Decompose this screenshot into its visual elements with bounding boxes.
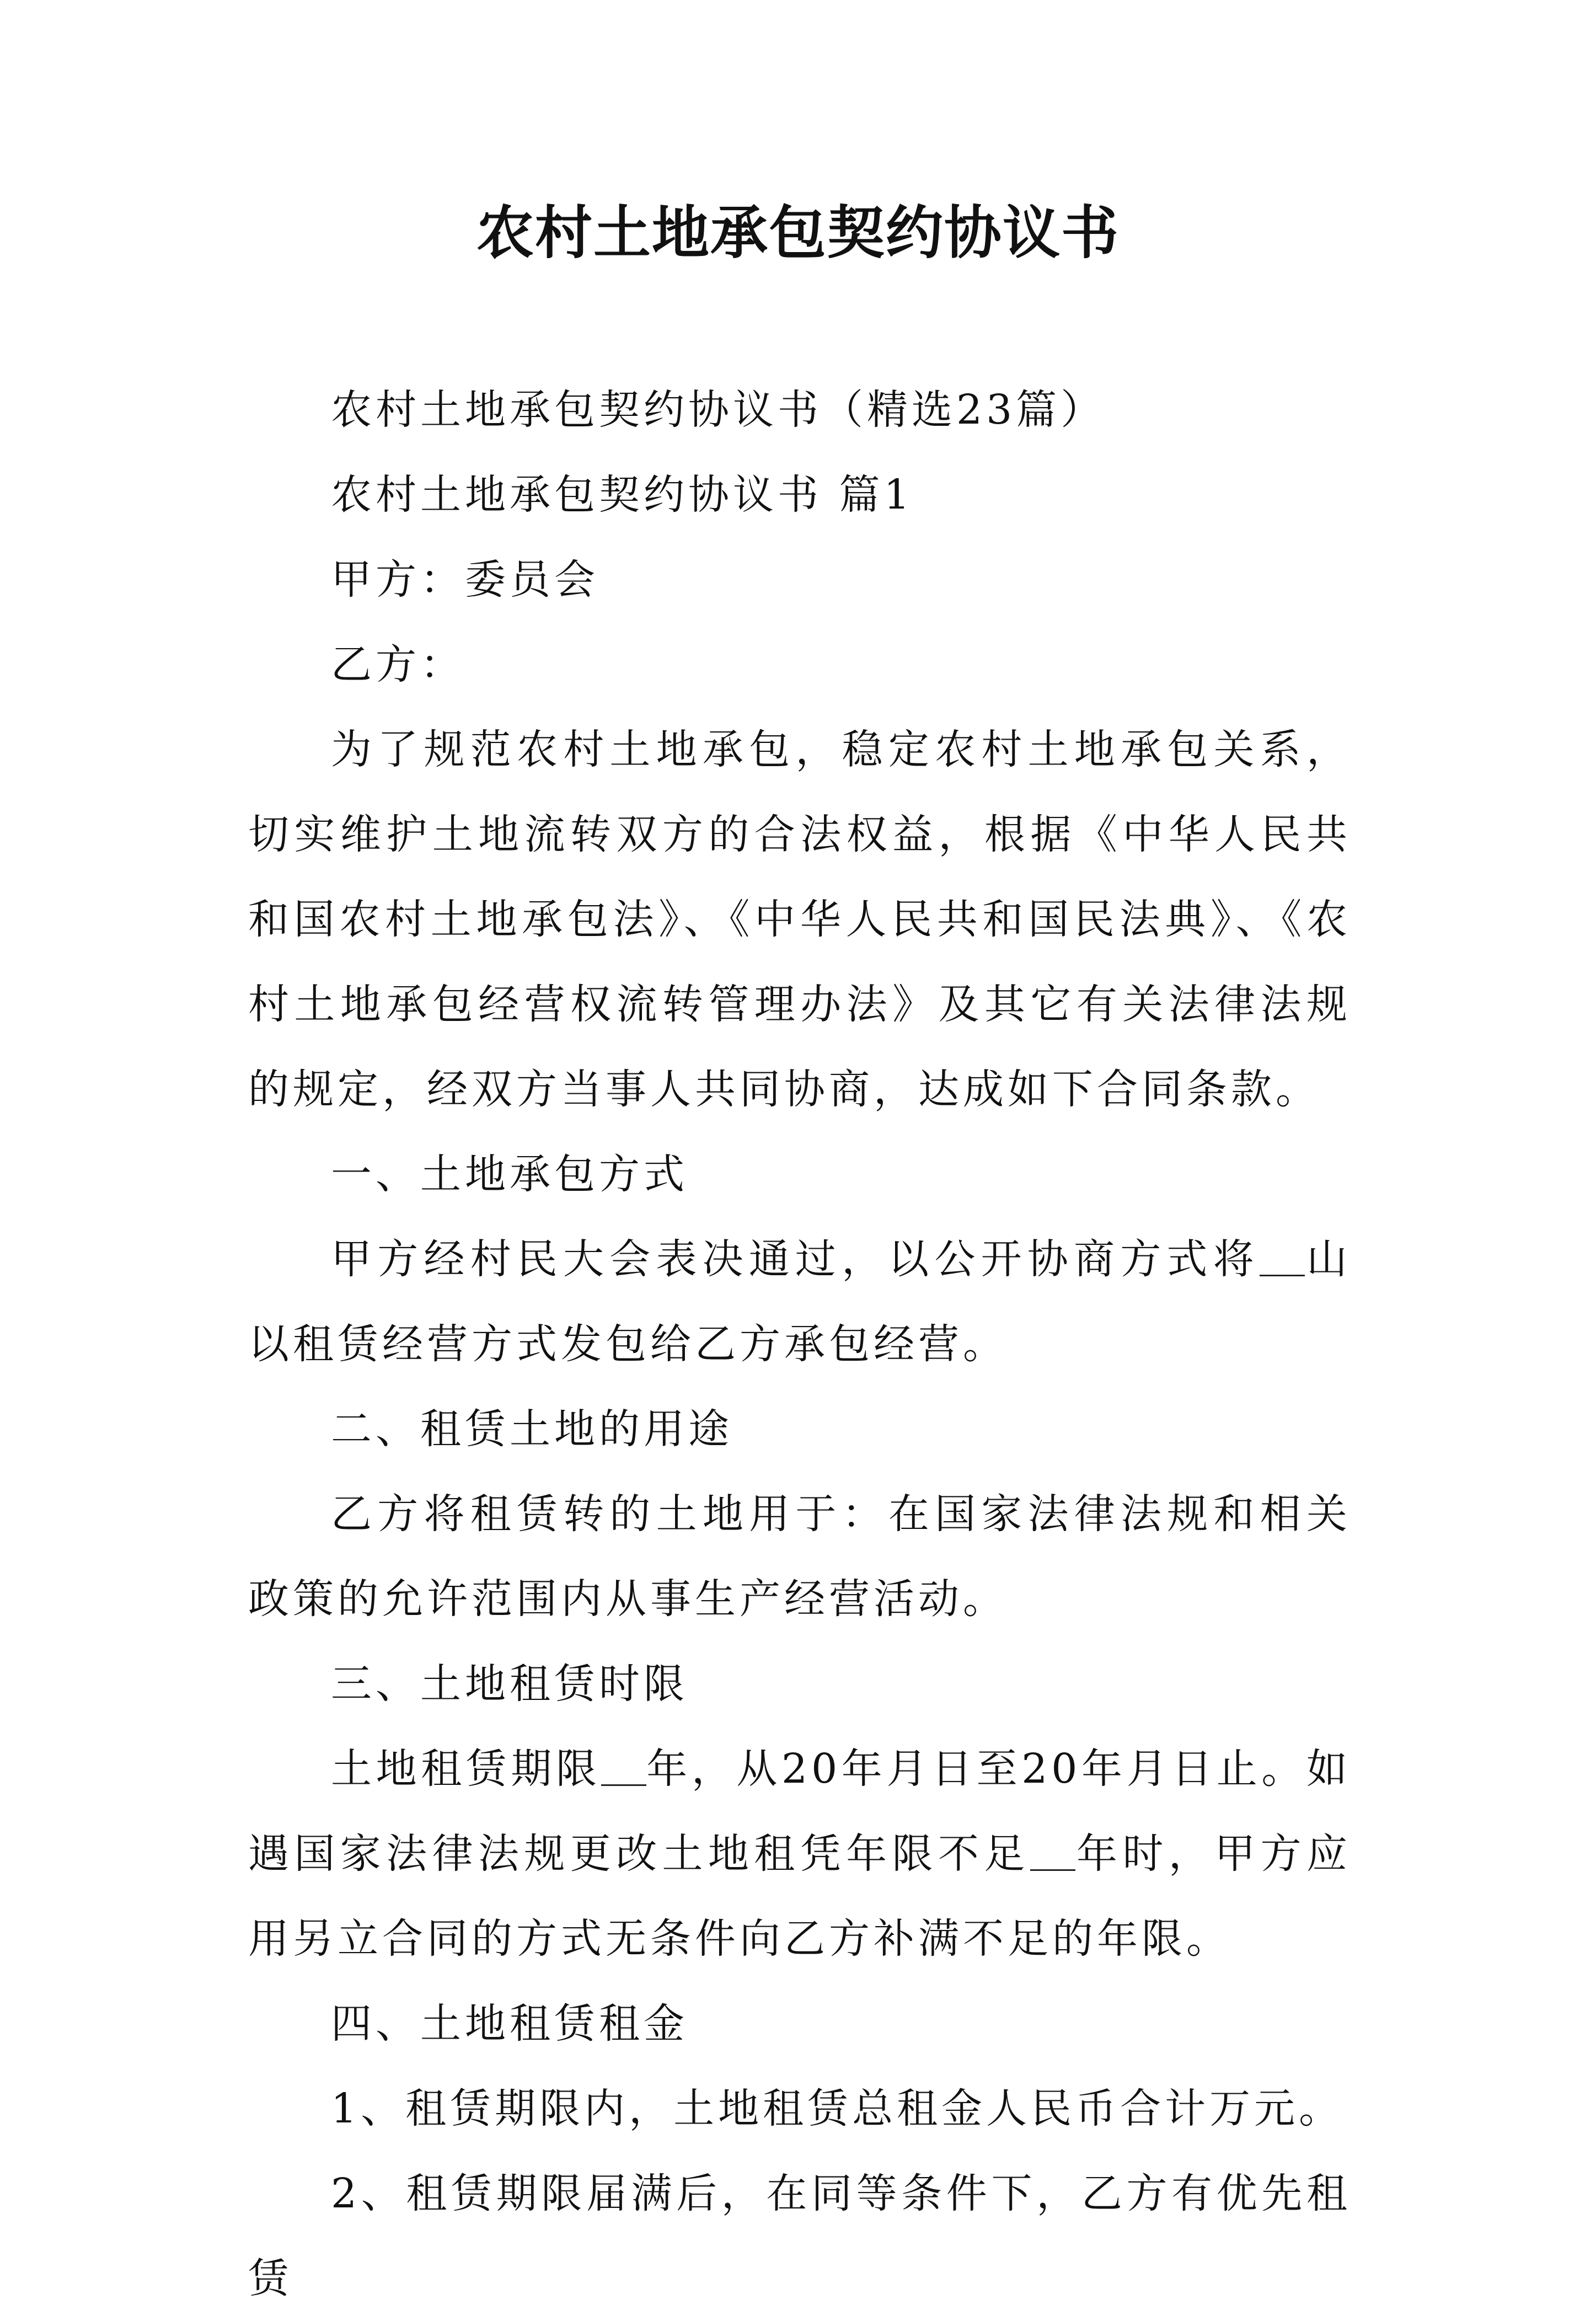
article-3-text-a: 土地租赁期限 — [331, 1745, 601, 1793]
article-1-text-a: 甲方经村民大会表决通过，以公开协商方式将 — [331, 1236, 1260, 1283]
article-4-item-2: 2、租赁期限届满后，在同等条件下，乙方有优先租赁 — [248, 2170, 1351, 2302]
subtitle-line: 农村土地承包契约协议书（精选23篇） — [331, 386, 1106, 434]
article-3-text-b: 年，从20年月日至20年月日止。如遇国家法律法规更改土地租凭年限不足 — [248, 1745, 1351, 1878]
article-1-text-b: 山以租赁经营方式发包给乙方承包经营。 — [248, 1236, 1352, 1368]
fill-in-blank — [1030, 1836, 1075, 1871]
article-1-paragraph — [248, 1217, 1351, 1387]
article-2-heading: 二、租赁土地的用途 — [331, 1405, 733, 1453]
party-a-line: 甲方：委员会 — [331, 556, 599, 603]
preamble-paragraph: 为了规范农村土地承包，稳定农村土地承包关系，切实维护土地流转双方的合法权益，根据《中华人民共和国农村土地承包法》、《中华人民共和国民法典》、《农村土地承包经营权流转管理办法》及其它有关法律法规的规定，经双方当事人共同协商，达成如下合同条款。 — [248, 726, 1351, 1113]
article-3-heading: 三、土地租赁时限 — [331, 1660, 688, 1708]
fill-in-blank — [601, 1751, 646, 1786]
article-3-text-c: 年时，甲方应用另立合同的方式无条件向乙方补满不足的年限。 — [248, 1830, 1352, 1962]
fill-in-blank — [1260, 1242, 1305, 1276]
article-4-heading: 四、土地租赁租金 — [331, 2000, 688, 2047]
article-3-paragraph — [248, 1726, 1351, 1981]
document-title: 农村土地承包契约协议书 — [476, 199, 1120, 266]
section-heading: 农村土地承包契约协议书 篇1 — [331, 471, 914, 518]
article-4-item-1: 1、租赁期限内，土地租赁总租金人民币合计万元。 — [331, 2085, 1344, 2132]
document-body — [248, 367, 1351, 2321]
party-b-line: 乙方： — [331, 641, 465, 688]
article-2-paragraph: 乙方将租赁转的土地用于：在国家法律法规和相关政策的允许范围内从事生产经营活动。 — [248, 1490, 1351, 1623]
article-1-heading: 一、土地承包方式 — [331, 1151, 688, 1198]
